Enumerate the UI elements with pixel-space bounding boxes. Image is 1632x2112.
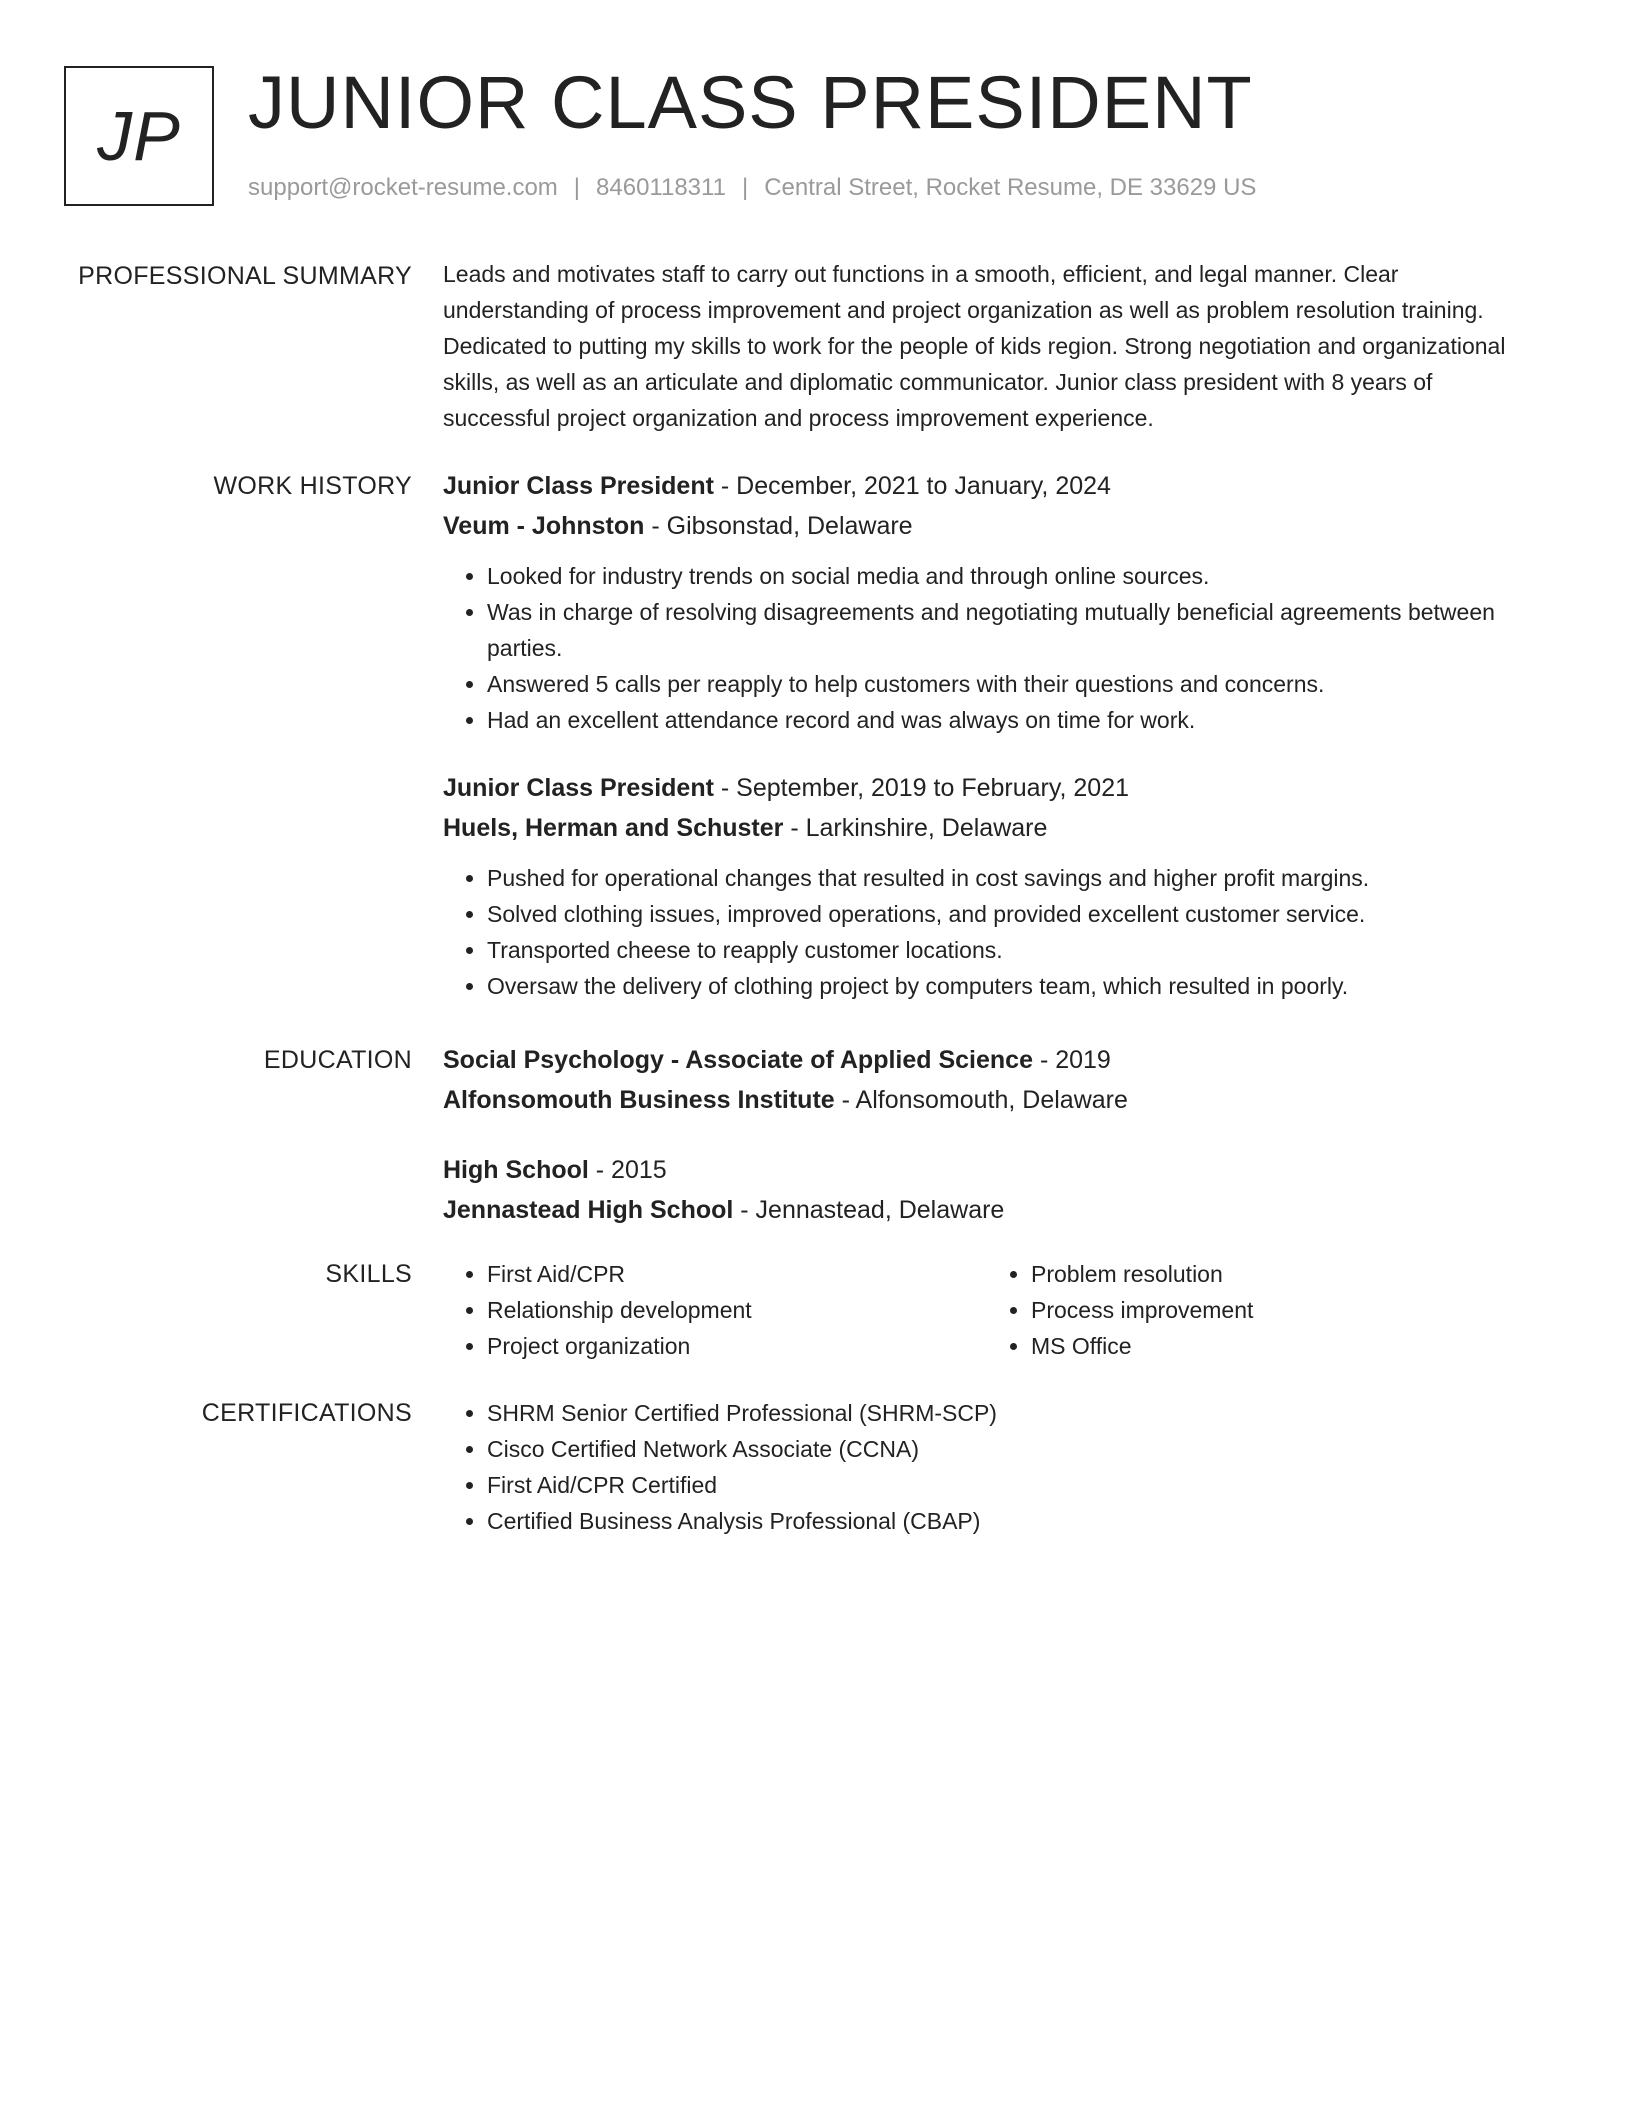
job-bullets: [443, 558, 1533, 738]
job-company: Veum - Johnston: [443, 512, 645, 540]
education-school: Jennastead High School: [443, 1196, 734, 1224]
monogram-initials: JP: [97, 97, 181, 175]
education-degree-line: [443, 1040, 1533, 1080]
certification-item: • SHRM Senior Certified Professional (SHRM-SCP): [487, 1395, 1533, 1431]
education-year: - 2015: [588, 1156, 667, 1184]
contact-line: [248, 172, 1256, 204]
job-location: - Gibsonstad, Delaware: [644, 512, 913, 540]
skill-item: • First Aid/CPR: [487, 1256, 987, 1292]
job-bullet: • Answered 5 calls per reapply to help customers with their questions and concerns.: [487, 666, 1533, 702]
certification-item: • Cisco Certified Network Associate (CCNA): [487, 1431, 1533, 1467]
job-dates: - September, 2019 to February, 2021: [713, 774, 1130, 802]
contact-address: Central Street, Rocket Resume, DE 33629 US: [764, 174, 1257, 201]
education-location: - Jennastead, Delaware: [733, 1196, 1005, 1224]
section-label-skills: SKILLS: [325, 1260, 412, 1288]
education-entry: [443, 1040, 1533, 1120]
education-degree: High School: [443, 1156, 589, 1184]
education-degree-line: [443, 1150, 1533, 1190]
skill-item: • Relationship development: [487, 1292, 987, 1328]
job-title: Junior Class President: [443, 774, 714, 802]
contact-phone[interactable]: 8460118311: [596, 174, 726, 201]
job-title-line: [443, 466, 1533, 506]
education-year: - 2019: [1033, 1046, 1111, 1074]
job-bullet: • Looked for industry trends on social media and through online sources.: [487, 558, 1533, 594]
job-bullet: • Transported cheese to reapply customer locations.: [487, 932, 1533, 968]
job-bullets: [443, 860, 1533, 1004]
job-company-line: [443, 808, 1533, 848]
certifications-list: [443, 1395, 1533, 1539]
certification-item: • Certified Business Analysis Professional (CBAP): [487, 1503, 1533, 1539]
skill-item: • MS Office: [1031, 1328, 1531, 1364]
job-company: Huels, Herman and Schuster: [443, 814, 784, 842]
skills-list-left: [443, 1256, 987, 1364]
job-bullet: • Solved clothing issues, improved operations, and provided excellent customer service.: [487, 896, 1533, 932]
job-dates: - December, 2021 to January, 2024: [713, 472, 1111, 500]
education-entry: [443, 1150, 1533, 1230]
contact-email[interactable]: support@rocket-resume.com: [248, 174, 558, 201]
section-label-certifications: CERTIFICATIONS: [201, 1399, 412, 1427]
section-label-education: EDUCATION: [263, 1046, 412, 1074]
job-location: - Larkinshire, Delaware: [783, 814, 1048, 842]
skill-item: • Project organization: [487, 1328, 987, 1364]
job-bullet: • Pushed for operational changes that resulted in cost savings and higher profit margins.: [487, 860, 1533, 896]
section-label-summary: PROFESSIONAL SUMMARY: [78, 262, 412, 290]
contact-separator: |: [741, 174, 749, 201]
monogram-box: [64, 66, 214, 206]
section-label-work-history: WORK HISTORY: [213, 472, 412, 500]
skills-content: [443, 1256, 1533, 1364]
skill-item: • Problem resolution: [1031, 1256, 1531, 1292]
page-title: JUNIOR CLASS PRESIDENT: [248, 61, 1253, 144]
skill-item: • Process improvement: [1031, 1292, 1531, 1328]
certification-item: • First Aid/CPR Certified: [487, 1467, 1533, 1503]
certifications-content: [443, 1395, 1533, 1539]
job-title: Junior Class President: [443, 472, 714, 500]
job-title-line: [443, 768, 1533, 808]
education-content: [443, 1040, 1533, 1230]
job-bullet: • Oversaw the delivery of clothing project by computers team, which resulted in poorly.: [487, 968, 1533, 1004]
job-entry: [443, 768, 1533, 1004]
work-history-content: [443, 466, 1533, 1004]
education-school: Alfonsomouth Business Institute: [443, 1086, 835, 1114]
contact-separator: |: [573, 174, 581, 201]
job-bullet: • Was in charge of resolving disagreements and negotiating mutually beneficial agreements between parties.: [487, 594, 1533, 666]
job-entry: [443, 466, 1533, 738]
skills-list-right: [987, 1256, 1531, 1364]
education-school-line: [443, 1190, 1533, 1230]
job-bullet: • Had an excellent attendance record and was always on time for work.: [487, 702, 1533, 738]
job-company-line: [443, 506, 1533, 546]
summary-text: Leads and motivates staff to carry out functions in a smooth, efficient, and legal manner. Clear understanding of process improvement and project organization as well as problem resolution training. Dedicated to putting my skills to work for the people of kids region. Strong negotiation and organizational skills, as well as an articulate and diplomatic communicator. Junior class president with 8 years of successful project organization and process improvement experience.: [443, 261, 1506, 431]
education-school-line: [443, 1080, 1533, 1120]
education-degree: Social Psychology - Associate of Applied Science: [443, 1046, 1033, 1074]
education-location: - Alfonsomouth, Delaware: [834, 1086, 1128, 1114]
